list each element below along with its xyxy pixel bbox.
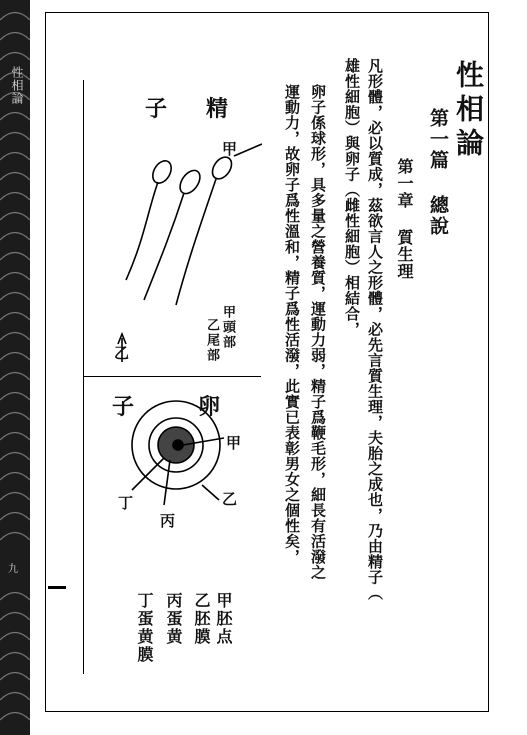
ovum-legend-item: 甲胚点 [214, 592, 233, 646]
sperm-label-jia: 甲 [222, 140, 238, 158]
page-number: 九 [8, 564, 18, 575]
sperm-legend-head: 甲頭部 [220, 305, 235, 350]
text-line: 卵子係球形，具多量之營養質，運動力弱，精子爲鞭毛形，細長有活潑之 [309, 84, 327, 580]
ovum-label-bing: 丙 [160, 512, 176, 530]
text-line: 凡形體，必以質成，茲欲言人之形體，必先言質生理，夫胎之成也，乃由精子（ [366, 58, 384, 601]
ovum-label-jia: 甲 [226, 434, 242, 452]
sperm-illustration [118, 144, 262, 362]
sperm-title-char: 精 [206, 96, 229, 122]
spine-title: 性相論 [10, 66, 24, 105]
ovum-title-char: 子 [112, 394, 135, 420]
book-title: 性相論 [452, 60, 485, 162]
decorative-spine [0, 0, 30, 735]
figure-divider [83, 376, 261, 377]
ovum-label-ding: 丁 [118, 494, 134, 512]
sperm-label-yi: 乙 [114, 344, 130, 362]
wave-pattern [0, 0, 30, 735]
ovum-label-yi: 乙 [222, 490, 238, 508]
margin-tick [48, 586, 66, 589]
text-line: 運動力，故卵子爲性溫和，精子爲性活潑，此實已表彰男女之個性矣， [283, 84, 301, 565]
part-heading: 第一篇 總說 [427, 108, 449, 237]
sperm-legend-tail: 乙尾部 [204, 318, 219, 363]
ovum-legend-item: 丁蛋黄膜 [135, 592, 154, 664]
chapter-heading: 第一章 質生理 [395, 158, 414, 280]
ovum-legend-item: 乙胚膜 [192, 592, 211, 646]
ovum-legend-item: 丙蛋黄 [164, 592, 183, 646]
sperm-title-char: 子 [145, 96, 168, 122]
figure-panel [83, 80, 262, 674]
text-line: 雄性細胞）與卵子（雌性細胞）相結合， [343, 58, 361, 337]
figure-drawing [84, 80, 262, 674]
ovum-title-char: 卵 [198, 394, 221, 420]
